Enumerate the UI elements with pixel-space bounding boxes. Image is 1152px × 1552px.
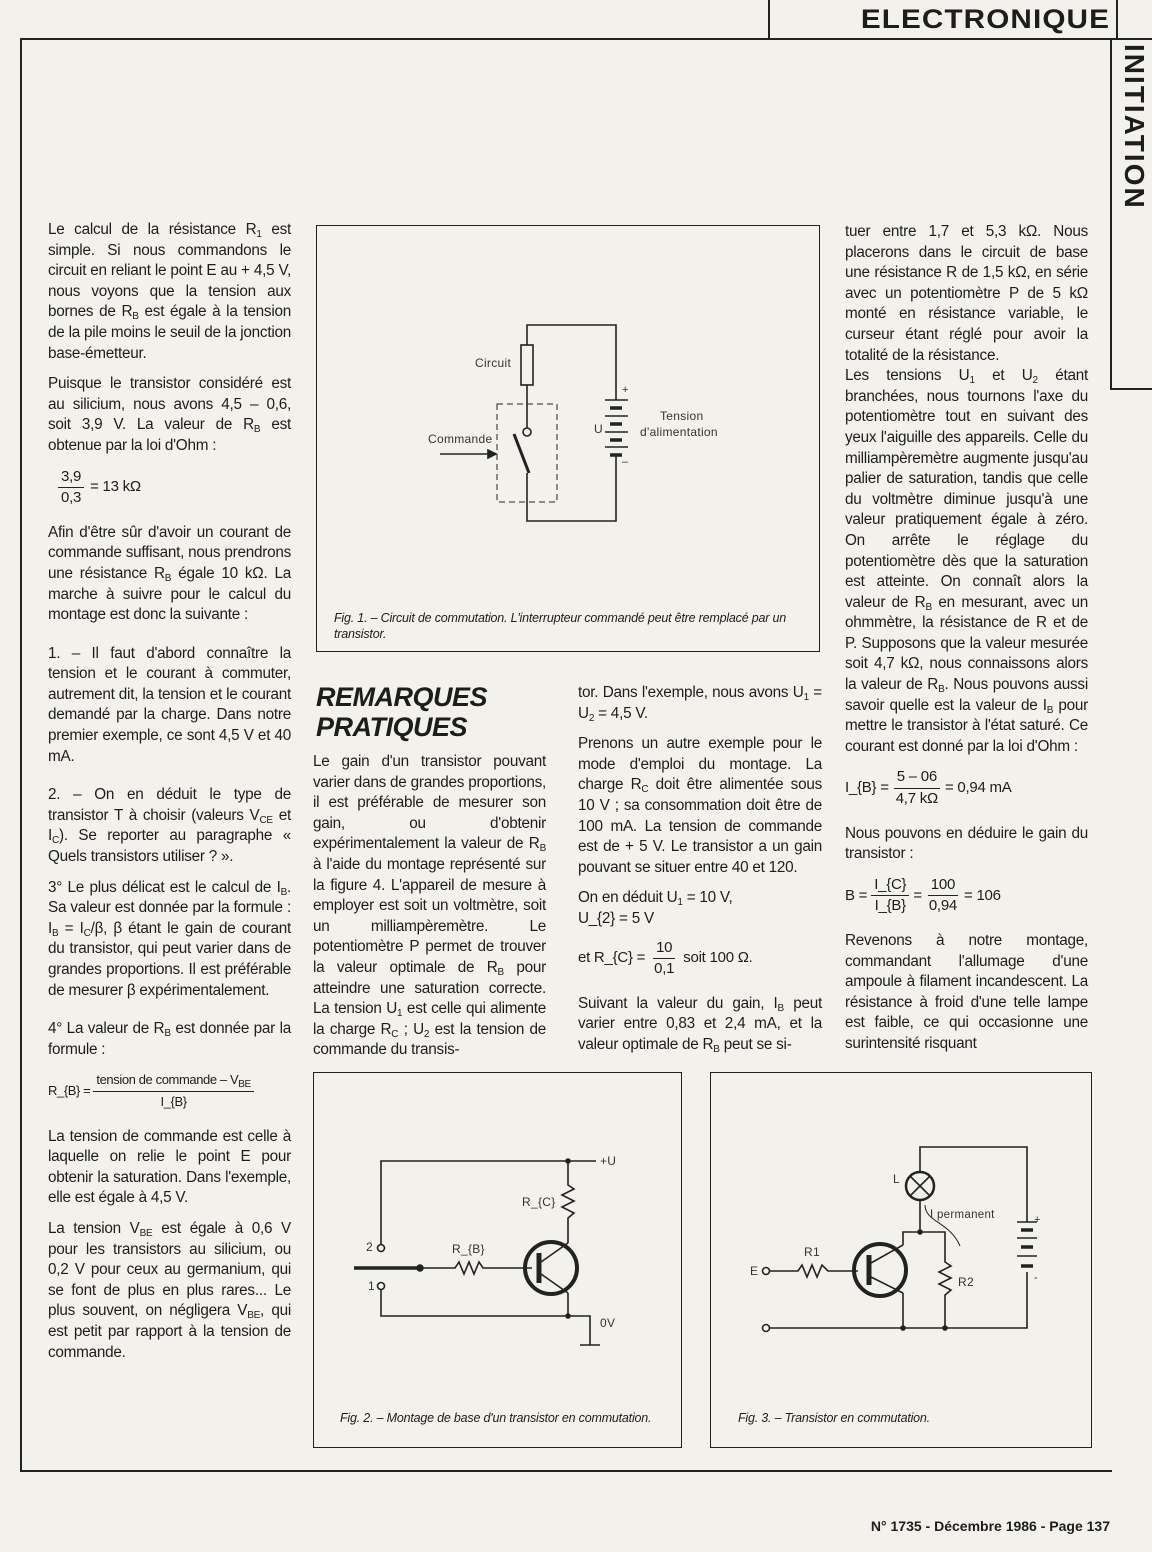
paragraph: 2. – On en déduit le type de transistor T à choisir (valeurs $V_{CE}$ et $I_C$). Se reporter au paragraphe « Quels transistors utiliser ? ». [48, 786, 292, 866]
formula-gain [845, 875, 1088, 917]
label-0v: 0V [600, 1316, 616, 1330]
label-minus: - [1034, 1272, 1038, 1284]
label-plus: + [622, 384, 629, 396]
denominator: I_{B} [160, 1093, 187, 1109]
formula-result: = 106 [964, 886, 1001, 904]
label-alimentation: d'alimentation [640, 425, 718, 439]
label-r1: R1 [804, 1245, 820, 1259]
line: On en déduit $U_1 = 10$ V, [578, 889, 733, 909]
numerator: 5 – 06 [894, 767, 940, 789]
paragraph: La tension $V_{BE}$ est égale à 0,6 V pour les transistors au silicium, ou 0,2 V pour ceux au germanium, qui se font de plus en plus rares... Le plus souvent, on négligera $V_{BE}$, qui est petit par rapport à la tension de commande. [48, 1219, 292, 1361]
numerator: 10 [653, 938, 675, 960]
label-terminal-1: 1 [368, 1279, 375, 1293]
paragraph: 4° La valeur de $R_B$ est donnée par la formule : [48, 1020, 291, 1058]
column-1 [48, 220, 291, 1373]
formula-lhs: et R_{C} = [578, 949, 646, 967]
line: U_{2} = 5 V [578, 909, 654, 927]
fraction [926, 875, 960, 917]
paragraph [578, 888, 822, 929]
section-heading [316, 682, 487, 742]
label-r2: R2 [958, 1275, 974, 1289]
heading-line: REMARQUES [316, 682, 488, 712]
paragraph: Puisque le transistor considéré est au silicium, nous avons 4,5 – 0,6, soit 3,9 V. La valeur de $R_B$ est obtenue par la loi d'Ohm : [48, 375, 292, 454]
formula-ib [845, 767, 1088, 809]
paragraph: Afin d'être sûr d'avoir un courant de commande suffisant, nous prendrons une résistance $R_B$ égale 10 kΩ. La marche à suivre pour le calcul du montage est donc la suivante : [48, 523, 291, 624]
heading-line: PRATIQUES [316, 712, 468, 742]
frame-left-rule [20, 38, 22, 1472]
formula-result: = 0,94 mA [944, 779, 1012, 797]
numerator: tension de commande – $V_{BE}$ [93, 1070, 253, 1092]
figure-2-caption: Fig. 2. – Montage de base d'un transistor en commutation. [340, 1411, 652, 1425]
fraction [871, 875, 909, 917]
magazine-section-title: ELECTRONIQUE [860, 4, 1110, 34]
formula-lhs: R_{B} = [48, 1083, 91, 1099]
column-3 [578, 683, 822, 1066]
formula-rc [578, 938, 822, 980]
label-circuit: Circuit [475, 356, 512, 370]
denominator: 0,94 [928, 897, 958, 915]
label-tension: Tension [660, 409, 704, 423]
label-i-permanent: I permanent [930, 1209, 995, 1221]
column-4 [845, 222, 1088, 1065]
figure-2-box [313, 1072, 682, 1448]
denominator: 0,3 [61, 489, 82, 507]
label-lamp: L [893, 1172, 900, 1186]
paragraph: Nous pouvons en déduire le gain du transistor : [845, 824, 1088, 863]
formula-rb [48, 1070, 291, 1112]
numerator: 3,9 [58, 467, 84, 489]
paragraph: La tension de commande est celle à laquelle on relie le point E pour obtenir la saturation. Dans l'exemple, elle est égale à 4,5 V. [48, 1127, 291, 1207]
formula-lhs: B = [845, 886, 868, 904]
denominator: 0,1 [654, 960, 675, 978]
equals: = [913, 886, 922, 904]
figure-3-box [710, 1072, 1092, 1448]
paragraph: Suivant la valeur du gain, $I_B$ peut varier entre 0,83 et 2,4 mA, et la valeur optimale de $R_B$ peut se si- [578, 994, 822, 1055]
label-u: U [594, 422, 603, 436]
paragraph: 1. – Il faut d'abord connaître la tension et le courant à commuter, autrement dit, la tension et le courant demandé par la charge. Dans notre premier exemple, ce sont 4,5 V et 40 mA. [48, 644, 291, 765]
fraction [93, 1070, 253, 1112]
label-rc: R_{C} [522, 1195, 556, 1209]
denominator: I_{B} [874, 897, 906, 915]
label-commande: Commande [428, 432, 493, 446]
label-plus-u: +U [600, 1154, 617, 1168]
numerator: 100 [928, 875, 958, 897]
formula-rb-value [58, 467, 291, 509]
paragraph: Les tensions $U_1$ et $U_2$ étant branchées, nous tournons l'axe du potentiomètre tout en suivant des yeux l'aiguille des appareils. Celle du milliampèremètre augmente jusqu'au palier de saturation, tandis que celle du voltmètre diminue jusqu'à une valeur pratiquement égale à zéro. On arrête le réglage du potentiomètre dès que la saturation est atteinte. On connaît alors la valeur de $R_B$ en mesurant, avec un ohmmètre, la résistance de R et de P. Supposons que la valeur mesurée soit 4,7 kΩ, nous connaissons alors la valeur de $R_B$. Nous pouvons aussi savoir quelle est la valeur de $I_B$ pour mettre le transistor à l'état saturé. Ce courant est donné par la loi d'Ohm : [845, 367, 1089, 755]
frame-bottom-rule [20, 1470, 1112, 1472]
column-2 [313, 752, 546, 1071]
formula-result: soit 100 Ω. [683, 949, 753, 967]
formula-result: = 13 kΩ [90, 478, 141, 496]
paragraph: 3° Le plus délicat est le calcul de $I_B$. Sa valeur est donnée par la formule : $I_B = I_C/\beta$, β étant le gain de courant du transistor, qui peut varier dans de grandes proportions. Il est préférable de mesurer β expérimentalement. [48, 878, 292, 999]
paragraph: Prenons un autre exemple pour le mode d'emploi du montage. La charge $R_C$ doit être alimentée sous 10 V ; sa consommation doit être de 100 mA. La tension de commande est de + 5 V. Le transistor a un gain pouvant se situer entre 40 et 120. [578, 735, 822, 876]
paragraph: tor. Dans l'exemple, nous avons $U_1 = U_2 = 4,5$ V. [578, 684, 822, 724]
section-tab-label: INITIATION [1119, 44, 1150, 210]
figure-1-box [316, 225, 820, 652]
fraction [651, 938, 677, 980]
numerator: I_{C} [871, 875, 909, 897]
page-footer: N° 1735 - Décembre 1986 - Page 137 [870, 1518, 1110, 1534]
fraction [893, 767, 941, 809]
denominator: 4,7 kΩ [895, 790, 938, 808]
paragraph: Revenons à notre montage, commandant l'allumage d'une ampoule à filament incandescent. La résistance à froid d'une telle lampe est faible, ce qui occasionne une surintensité risquant [845, 932, 1088, 1052]
frame-top-rule [20, 38, 1110, 40]
label-e: E [750, 1264, 759, 1278]
label-plus: + [1034, 1214, 1041, 1226]
label-rb: R_{B} [452, 1242, 485, 1256]
figure-1-caption: Fig. 1. – Circuit de commutation. L'interrupteur commandé peut être remplacé par un transistor. [334, 611, 786, 641]
fraction [58, 467, 84, 509]
paragraph: Le gain d'un transistor pouvant varier dans de grandes proportions, il est préférable de mesurer son gain, ou d'obtenir expérimentalement la valeur de $R_B$ à l'aide du montage représenté sur la figure 4. L'appareil de mesure à employer est soit un voltmètre, soit un milliampèremètre. Le potentiomètre P permet de trouver la valeur optimale de $R_B$ pour atteindre une saturation correcte. La tension $U_1$ est celle qui alimente la charge $R_C$ ; $U_2$ est la tension de commande du transis- [313, 753, 547, 1059]
formula-lhs: I_{B} = [845, 779, 889, 797]
label-terminal-2: 2 [366, 1240, 373, 1254]
paragraph: tuer entre 1,7 et 5,3 kΩ. Nous placerons dans le circuit de base une résistance R de 1,5 kΩ, en série avec un potentiomètre P de 5 kΩ monté en résistance variable, le curseur étant réglé pour avoir la totalité de la résistance. [845, 223, 1088, 364]
figure-3-caption: Fig. 3. – Transistor en commutation. [738, 1411, 930, 1425]
paragraph: Le calcul de la résistance $R_1$ est simple. Si nous commandons le circuit en reliant le point E au + 4,5 V, nous voyons que la tension aux bornes de $R_B$ est égale à la tension de la pile moins le seuil de la jonction base-émetteur. [48, 221, 292, 362]
label-minus: – [622, 456, 629, 468]
